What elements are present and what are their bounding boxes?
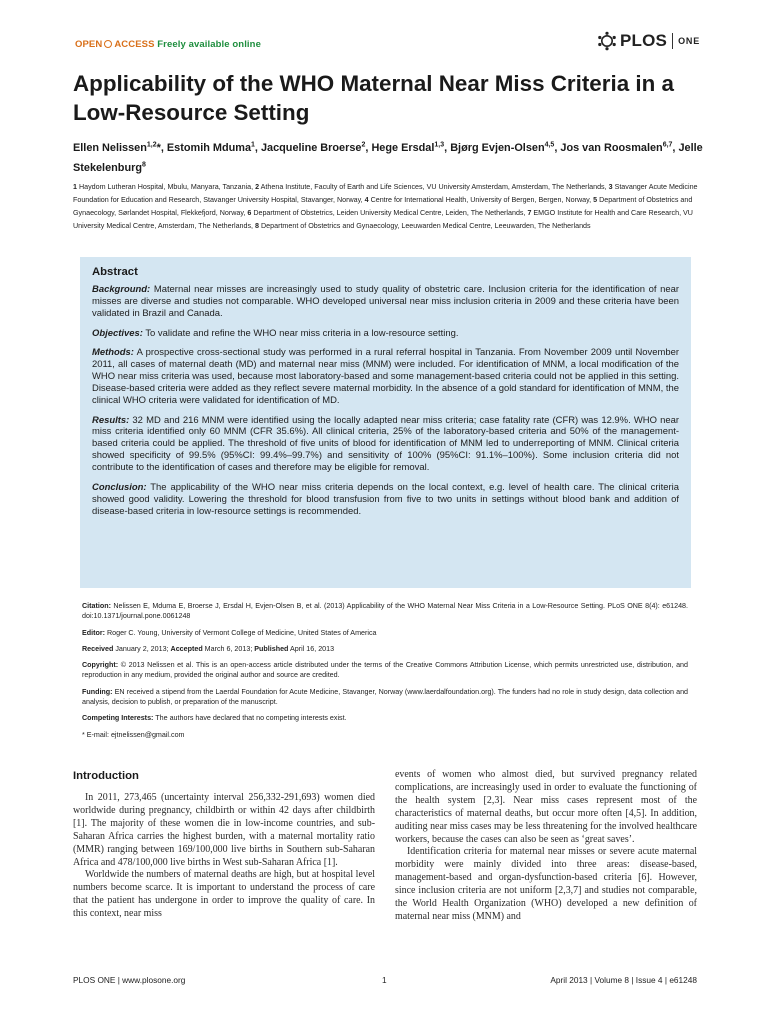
funding	[82, 687, 688, 708]
abstract-section-label: Conclusion:	[92, 481, 147, 493]
author-affiliation-marker: 1,2	[146, 141, 157, 149]
editor	[82, 628, 688, 638]
affiliation-number: 7	[527, 208, 532, 217]
affiliation-number: 2	[255, 183, 260, 191]
abstract-section-label: Background:	[92, 284, 151, 295]
author-affiliation-marker: 1,3	[434, 141, 445, 149]
affiliation-number: 8	[255, 221, 260, 230]
dates	[82, 644, 688, 654]
affiliation-text: Department of Obstetrics, Leiden University Medical Centre, Leiden, The Netherlands,	[253, 208, 526, 217]
open-access-banner	[75, 39, 261, 50]
citation-label: Citation:	[82, 602, 111, 610]
author-list: Ellen Nelissen$^{1,2}$*, Estomih Mduma$^1$, Jacqueline Broerse$^2$, Hege Ersdal$^{1,3}$, Bjørg Evjen-Olsen$^{4,5}$, Jos van Roosmalen$^{6,7}$, Jelle Stekelenburg$^8$	[73, 141, 703, 174]
author-affiliation-marker: 6,7	[662, 141, 673, 149]
abstract-methods	[92, 347, 679, 406]
abstract-section-text: A prospective cross-sectional study was performed in a rural referral hospital in Tanzania. From November 2009 until November 2011, all cases of maternal death (MD) and maternal near miss (MNM) were included. For identification of MNM, a local modification of the WHO near miss criteria was used, because most laboratory-based and some management-based criteria could not be applied in this setting. Disease-based criteria were added as they reflect severe maternal morbidity. In the absence of a gold standard for identification of MNM, the clinical WHO criteria were validated for identification of MD.	[92, 347, 679, 406]
author-name: Jacqueline Broerse	[260, 142, 362, 154]
author-name: Hege Ersdal	[371, 142, 435, 154]
affiliations	[73, 181, 703, 233]
affiliation-text: Stavanger Acute Medicine Foundation for Education and Research, Stavanger University Hospital, Stavanger, Norway,	[73, 183, 698, 204]
plos-logo-icon	[597, 31, 617, 51]
author-name: Estomih Mduma	[166, 142, 252, 154]
body-column-right	[395, 769, 697, 924]
body-paragraph: events of women who almost died, but survived pregnancy related complications, are increasingly used in order to evaluate the functioning of the health system [2,3]. Near miss cases represent most of the characteristics of maternal deaths, but occur more often [4,5]. In addition, auditing near miss cases may be less threatening for the involved healthcare workers, because the cases can also be seen as ‘great saves’.	[395, 769, 697, 845]
article-title: Applicability of the WHO Maternal Near Miss Criteria in a Low-Resource Setting	[73, 71, 674, 125]
footer-issue: April 2013 | Volume 8 | Issue 4 | e61248	[550, 975, 697, 985]
abstract-section-text: To validate and refine the WHO near miss criteria in a low-resource setting.	[145, 327, 459, 339]
abstract-section-text: Maternal near misses are increasingly used to study quality of obstetric care. Inclusion criteria for the identification of near misses are diverse and studies not comparable. WHO developed universal near miss inclusion criteria in 2009 and these criteria have been validated in Brazil and Canada.	[92, 284, 679, 319]
access-label: ACCESS	[114, 39, 155, 50]
affiliation-number: 1	[73, 183, 77, 191]
abstract-section-label: Objectives:	[92, 327, 143, 339]
article-metadata	[82, 601, 688, 746]
published-label: Published	[254, 644, 289, 653]
logo-divider	[672, 33, 673, 49]
funding-label: Funding:	[82, 687, 113, 696]
affiliation-text: Athena Institute, Faculty of Earth and Life Sciences, VU University Amsterdam, Amsterdam, The Netherlands,	[260, 183, 607, 191]
open-lock-icon	[104, 40, 112, 48]
editor-text: Roger C. Young, University of Vermont College of Medicine, United States of America	[107, 628, 377, 637]
affiliation-text: Department of Obstetrics and Gynaecology, Sørlandet Hospital, Flekkefjord, Norway,	[73, 195, 693, 217]
plos-logo-word: PLOS	[620, 31, 668, 50]
body-paragraph: In 2011, 273,465 (uncertainty interval 256,332-291,693) women died worldwide during pregnancy, childbirth or within 42 days after childbirth [1]. The majority of these women die in low-income countries, and sub-Saharan Africa carries the highest burden, with a maternal mortality ratio (MMR) ranging between 169/100,000 live births in Southern sub-Saharan Africa and 478/100,000 live births in West sub-Saharan Africa [1].	[73, 792, 375, 868]
accepted-label: Accepted	[170, 644, 203, 653]
editor-label: Editor:	[82, 628, 106, 637]
citation	[82, 601, 688, 622]
affiliation-text: Centre for International Health, University of Bergen, Bergen, Norway,	[370, 195, 592, 204]
competing-interests	[82, 713, 688, 723]
contact-email: * E-mail: ejtnelissen@gmail.com	[82, 730, 185, 739]
abstract-section-label: Methods:	[92, 347, 134, 359]
abstract-section-text: 32 MD and 216 MNM were identified using the locally adapted near miss criteria; case fatality rate (CFR) was 12.9%. WHO near miss criteria identified only 60 MNM (CFR 35.6%). All clinical criteria, 25% of the laboratory-based criteria and 50% of the management-based criteria could be applied. The threshold of five units of blood for identification of MNM led to underreporting of MNM. Clinical criteria showed specificity of 99.5% (95%CI: 99.4%–99.7%) and sensitivity of 100% (95%CI: 91.1%–100%). Some inclusion criteria did not contribute to the identification of cases and therefore may be eligible for removal.	[92, 414, 679, 473]
introduction-heading: Introduction	[73, 770, 139, 782]
affiliation-number: 3	[608, 183, 613, 191]
plos-logo-suffix: ONE	[678, 36, 700, 46]
author-affiliation-marker: 2	[361, 141, 366, 149]
author-name: Jelle Stekelenburg	[73, 142, 703, 174]
author-name: Jos van Roosmalen	[560, 142, 663, 154]
citation-text: Nelissen E, Mduma E, Broerse J, Ersdal H, Evjen-Olsen B, et al. (2013) Applicability of the WHO Maternal Near Miss Criteria in a Low-Resource Setting. PLoS ONE 8(4): e61248. doi:10.1371/journal.pone.0061248	[82, 602, 689, 621]
body-paragraph: Identification criteria for maternal near misses or severe acute maternal morbidity were mainly divided into three areas: disease-based, management-based and organ-dysfunction-based criteria [6]. However, since inclusion criteria are not uniform [2,3,7] and studies not comparable, the World Health Organization (WHO) developed a new definition of maternal near miss (MNM) and	[395, 846, 697, 922]
plos-one-logo	[597, 31, 700, 51]
abstract-section-text: The applicability of the WHO near miss criteria depends on the local context, e.g. level of health care. The clinical criteria showed good validity. Lowering the threshold for blood transfusion from five to two units in settings without blood bank and addition of disease-based criteria in low-resource settings is recommended.	[92, 481, 679, 517]
affiliation-text: Department of Obstetrics and Gynaecology, Leeuwarden Medical Centre, Leeuwarden, The Netherlands	[261, 221, 591, 230]
copyright-text: © 2013 Nelissen et al. This is an open-access article distributed under the terms of the Creative Commons Attribution License, which permits unrestricted use, distribution, and reproduction in any medium, provided the original author and source are credited.	[82, 661, 688, 680]
author-name: Ellen Nelissen	[73, 142, 147, 154]
received-label: Received	[82, 644, 114, 653]
affiliation-text: Haydom Lutheran Hospital, Mbulu, Manyara, Tanzania,	[78, 183, 254, 191]
abstract-box	[80, 257, 691, 588]
competing-label: Competing Interests:	[82, 714, 154, 723]
author-affiliation-marker: 8	[142, 160, 146, 168]
abstract-results	[92, 415, 679, 474]
abstract-section-label: Results:	[92, 414, 130, 426]
accepted-date: March 6, 2013;	[204, 644, 253, 653]
body-paragraph: Worldwide the numbers of maternal deaths are high, but at hospital level numbers become scarce. It is important to understand the process of care that the patient has undergone in order to improve the quality of care. In this context, near miss	[73, 869, 375, 920]
abstract-conclusion	[92, 482, 679, 518]
published-date: April 16, 2013	[290, 644, 335, 653]
affiliation-number: 4	[364, 195, 369, 204]
copyright	[82, 660, 688, 681]
affiliation-text: EMGO Institute for Health and Care Research, VU University Medical Centre, Amsterdam, The Netherlands,	[73, 208, 693, 230]
competing-text: The authors have declared that no competing interests exist.	[155, 714, 347, 723]
abstract-background	[92, 284, 679, 320]
corresponding-author-mark: *	[156, 142, 161, 154]
abstract-objectives	[92, 328, 679, 340]
abstract-heading: Abstract	[92, 266, 138, 278]
funding-text: EN received a stipend from the Laerdal Foundation for Acute Medicine, Stavanger, Norway (www.laerdalfoundation.org). The funders had no role in study design, data collection and analysis, decision to publish, or preparation of the manuscript.	[82, 687, 689, 707]
footer-page-number: 1	[382, 975, 387, 985]
affiliation-number: 5	[593, 195, 598, 204]
author-name: Bjørg Evjen-Olsen	[450, 142, 545, 154]
footer-journal: PLOS ONE | www.plosone.org	[73, 975, 186, 985]
affiliation-number: 6	[247, 208, 252, 217]
body-column-left	[73, 792, 375, 921]
author-affiliation-marker: 1	[251, 141, 255, 149]
received-date: January 2, 2013;	[115, 644, 169, 653]
open-label: OPEN	[75, 39, 103, 50]
copyright-label: Copyright:	[82, 661, 119, 670]
author-affiliation-marker: 4,5	[544, 141, 555, 149]
free-availability-label: Freely available online	[157, 39, 261, 50]
